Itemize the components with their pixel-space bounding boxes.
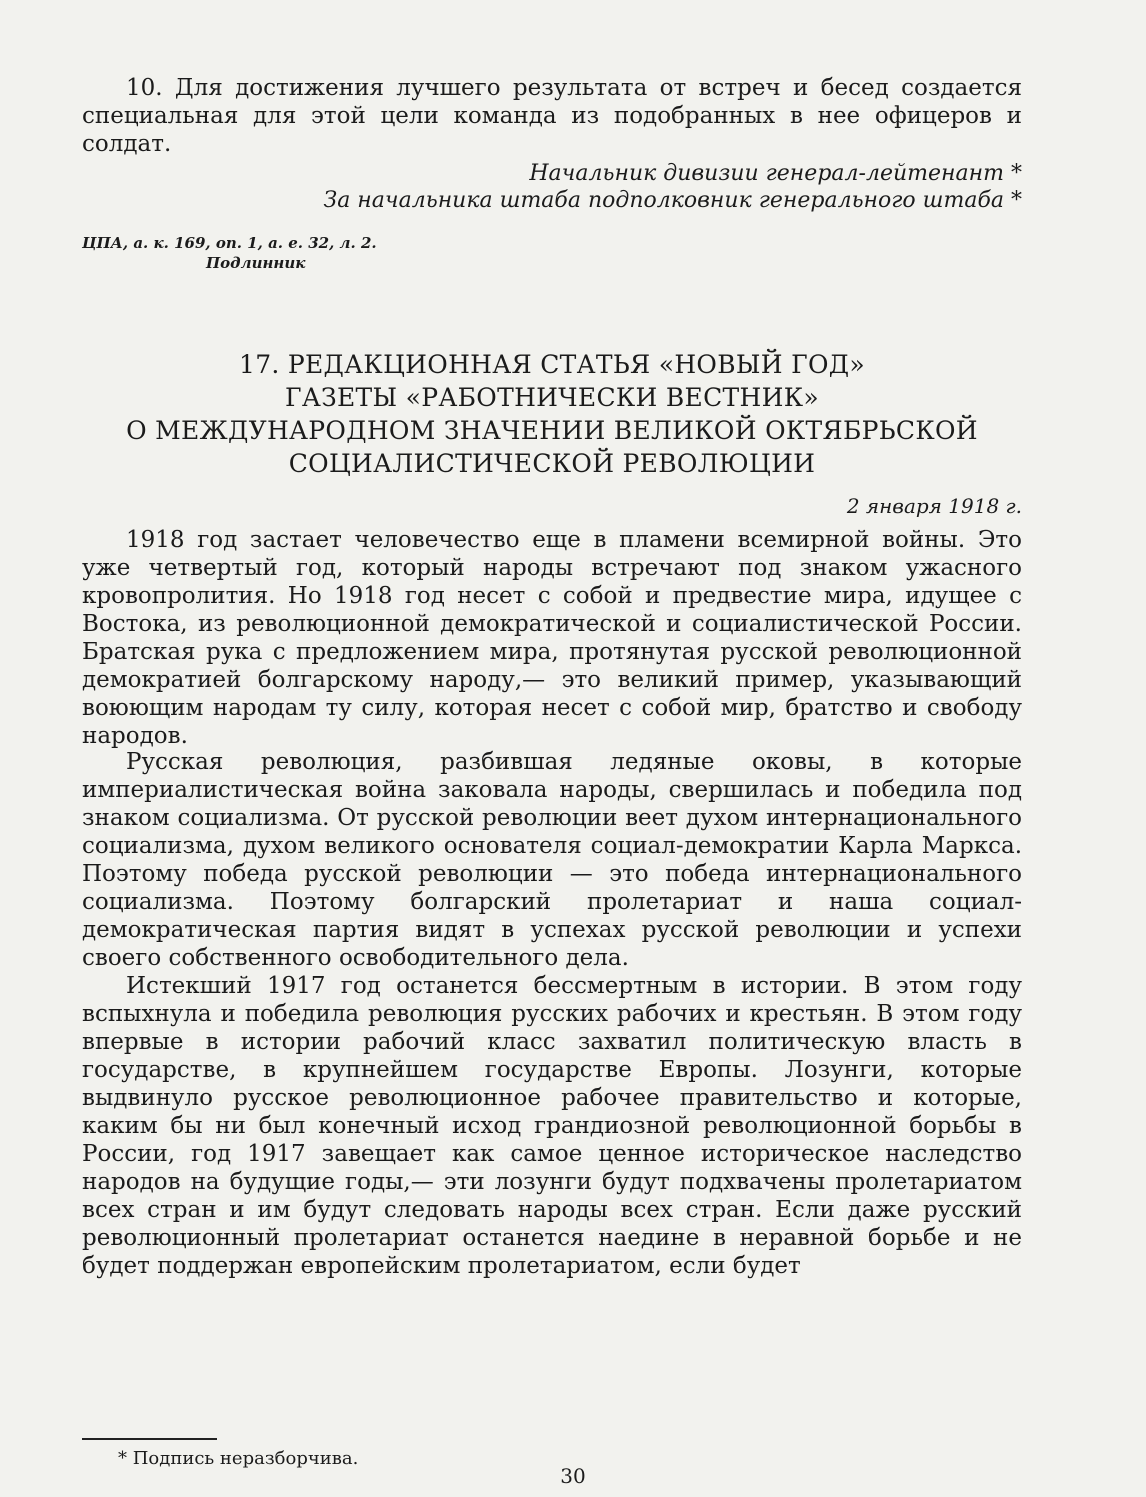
document-date-row (82, 493, 1022, 519)
document-date: 2 января 1918 г. (846, 494, 1022, 518)
signature-division-commander: Начальник дивизии генерал-лейтенант * (529, 161, 1022, 186)
previous-document-end (82, 74, 1022, 158)
title-line: О МЕЖДУНАРОДНОМ ЗНАЧЕНИИ ВЕЛИКОЙ ОКТЯБРЬСКОЙ (126, 416, 978, 445)
final-paragraph: 10. Для достижения лучшего результата от встреч и бесед создается специальная для этой цели команда из подобранных в нее офицеров и солдат. (82, 75, 1022, 157)
title-line: 17. РЕДАКЦИОННАЯ СТАТЬЯ «НОВЫЙ ГОД» (238, 350, 866, 379)
paragraph-1-block (82, 526, 1022, 750)
title-line: СОЦИАЛИСТИЧЕСКОЙ РЕВОЛЮЦИИ (288, 449, 816, 478)
archive-reference: ЦПА, а. к. 169, оп. 1, а. е. 32, л. 2. (82, 234, 377, 252)
archive-block (82, 233, 1022, 273)
footnote: * Подпись неразборчива. (118, 1448, 359, 1469)
document-title (82, 348, 1022, 480)
paragraph-2-block (82, 748, 1022, 972)
paragraph-3-block (82, 972, 1022, 1280)
page-number: 30 (560, 1464, 586, 1488)
footnote-divider (82, 1438, 217, 1440)
title-line: ГАЗЕТЫ «РАБОТНИЧЕСКИ ВЕСТНИК» (285, 383, 819, 412)
paragraph: Русская революция, разбившая ледяные оковы, в которые империалистическая война заковала народы, свершилась и победила под знаком социализма. От русской революции веет духом интернационального социализма, духом великого основателя социал-демократии Карла Маркса. Поэтому победа русской революции — это победа интернационального социализма. Поэтому болгарский пролетариат и наша социал-демократическая партия видят в успехах русской революции и успехи своего собственного освободительного дела. (82, 749, 1022, 971)
paragraph: 1918 год застает человечество еще в пламени всемирной войны. Это уже четвертый год, который народы встречают под знаком ужасного кровопролития. Но 1918 год несет с собой и предвестие мира, идущее с Востока, из революционной демократической и социалистической России. Братская рука с предложением мира, протянутая русской революционной демократией болгарскому народу,— это великий пример, указывающий воюющим народам ту силу, которая несет с собой мир, братство и свободу народов. (82, 527, 1022, 749)
signature-block (82, 160, 1022, 214)
signature-chief-of-staff: За начальника штаба подполковник генерального штаба * (323, 188, 1022, 213)
paragraph: Истекший 1917 год останется бессмертным в истории. В этом году вспыхнула и победила революция русских рабочих и крестьян. В этом году впервые в истории рабочий класс захватил политическую власть в государстве, в крупнейшем государстве Европы. Лозунги, которые выдвинуло русское революционное рабочее правительство и которые, каким бы ни был конечный исход грандиозной революционной борьбы в России, год 1917 завещает как самое ценное историческое наследство народов на будущие годы,— эти лозунги будут подхвачены пролетариатом всех стран и им будут следовать народы всех стран. Если даже русский революционный пролетариат останется наедине в неравной борьбе и не будет поддержан европейским пролетариатом, если будет (82, 973, 1022, 1279)
archive-note: Подлинник (206, 254, 306, 272)
